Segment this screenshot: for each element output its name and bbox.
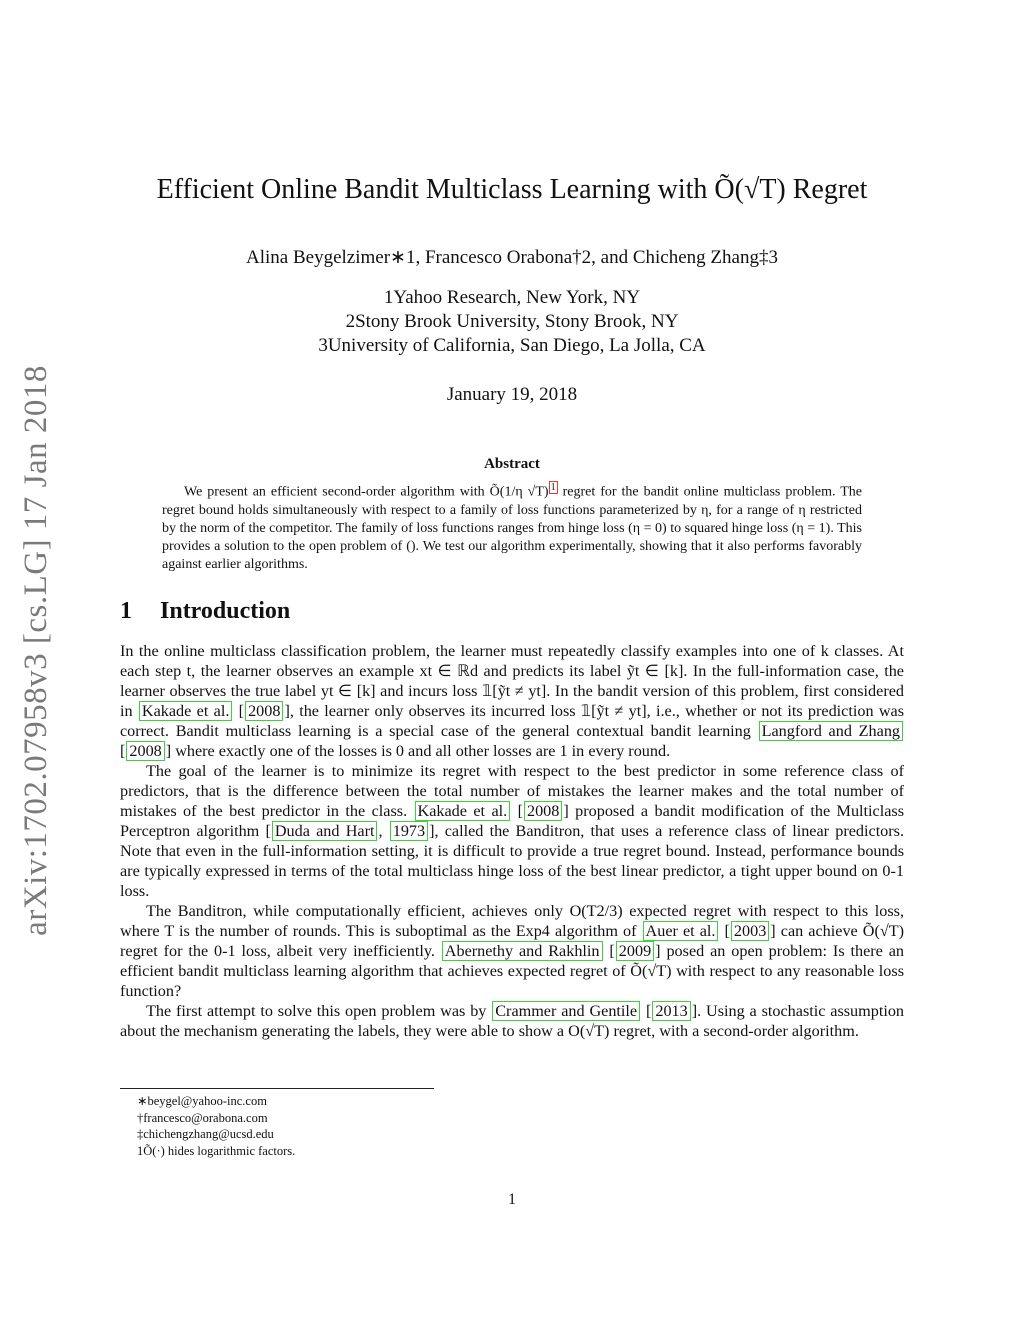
publication-date: January 19, 2018	[446, 384, 578, 405]
citation-year-link[interactable]: 2008	[126, 741, 164, 761]
citation-year-link[interactable]: 1973	[390, 821, 428, 841]
citation-year-link[interactable]: 2003	[731, 921, 769, 941]
text-run: proposed a bandit modification of the Multiclass Perceptron algorithm	[120, 802, 904, 840]
abstract-text-start: We present an efficient second-order algorithm with Õ(1/η √T)	[184, 484, 549, 500]
citation-link[interactable]: Abernethy and Rakhlin	[442, 941, 603, 961]
footnote-author-2: †francesco@orabona.com	[137, 1110, 268, 1125]
text-run: The goal of the learner is to minimize its regret with respect to the best predictor in some reference class of predictors, that is the difference between the total number of mistakes the learner makes and the total number of mistakes of the best predictor in the class.	[120, 762, 904, 820]
citation-link[interactable]: Crammer and Gentile	[492, 1001, 640, 1021]
affiliation-3: 3University of California, San Diego, La Jolla, CA	[318, 335, 706, 356]
arxiv-side-stamp	[12, 360, 60, 940]
text-run: In the online multiclass classification problem, the learner must repeatedly classify examples into one of k classes. At each step t, the learner observes an example xt ∈ ℝd and predicts its label ỹt ∈ [k]. In the full-information case, the learner observes the true label yt ∈ [k] and incurs loss 𝟙[ỹt ≠ yt]. In the bandit version of this problem, first considered in	[120, 642, 904, 720]
citation-link[interactable]: Kakade et al.	[415, 801, 511, 821]
text-run: , the learner only observes its incurred loss 𝟙[ỹt ≠ yt], i.e., whether or not its prediction was correct. Bandit multiclass learning is a special case of the general contextual bandit learning	[120, 702, 905, 740]
paragraph-2: The goal of the learner is to minimize its regret with respect to the best predictor in some reference class of predictors, that is the difference between the total number of mistakes the learner makes and the total number of mistakes of the best predictor in the class. Kakade et al. [ 2008 ] proposed a bandit modification of the Multiclass Perceptron algorithm [ Duda and Hart , 1973 ], called the Banditron, that uses a reference class of linear predictors. Note that even in the full-information setting, it is difficult to provide a true regret bound. Instead, performance bounds are typically expressed in terms of the total multiclass hinge loss of the best linear predictor, a tight upper bound on 0-1 loss.	[120, 762, 905, 900]
paragraph-1: In the online multiclass classification problem, the learner must repeatedly classify examples into one of k classes. At each step t, the learner observes an example xt ∈ ℝd and predicts its label ỹt ∈ [k]. In the full-information case, the learner observes the true label yt ∈ [k] and incurs loss 𝟙[ỹt ≠ yt]. In the bandit version of this problem, first considered in Kakade et al. [ 2008 ], the learner only observes its incurred loss 𝟙[ỹt ≠ yt], i.e., whether or not its prediction was correct. Bandit multiclass learning is a special case of the general contextual bandit learning Langford and Zhang [ 2008 ] where exactly one of the losses is 0 and all other losses are 1 in every round.	[120, 642, 905, 760]
page-number: 1	[508, 1191, 516, 1208]
section-number: 1	[120, 598, 132, 624]
citation-link[interactable]: Kakade et al.	[139, 701, 232, 721]
section-heading	[120, 598, 290, 625]
arxiv-identifier: arXiv:1702.07958v3 [cs.LG] 17 Jan 2018	[17, 364, 54, 936]
affiliations	[100, 286, 924, 358]
text-run: The first attempt to solve this open problem was by	[146, 1002, 487, 1020]
text-run: , called the Banditron, that uses a reference class of linear predictors. Note that even in the full-information setting, it is difficult to provide a true regret bound. Instead, performance bounds are typically expressed in terms of the total multiclass hinge loss of the best linear predictor, a tight upper bound on 0-1 loss.	[120, 822, 905, 900]
footnote-link-1[interactable]: 1	[550, 482, 556, 493]
author-list: Alina Beygelzimer∗1, Francesco Orabona†2, and Chicheng Zhang‡3	[246, 247, 778, 268]
footnote-author-3: ‡chichengzhang@ucsd.edu	[137, 1127, 274, 1141]
paragraph-4: The first attempt to solve this open problem was by Crammer and Gentile [ 2013 ]. Using a stochastic assumption about the mechanism generating the labels, they were able to show a O(√T) regret, with a second-order algorithm.	[120, 1002, 905, 1040]
text-run: . Using a stochastic assumption about the mechanism generating the labels, they were able to show a O(√T) regret, with a second-order algorithm.	[120, 1002, 905, 1040]
text-run: posed an open problem: Is there an efficient bandit multiclass learning algorithm that achieves expected regret of Õ(√T) with respect to any reasonable loss function?	[120, 942, 905, 1000]
citation-year-link[interactable]: 2009	[616, 941, 654, 961]
affiliation-2: 2Stony Brook University, Stony Brook, NY	[345, 311, 679, 332]
footnotes	[137, 1093, 295, 1159]
introduction-body	[120, 641, 904, 1041]
footnote-divider	[120, 1088, 434, 1089]
text-run: The Banditron, while computationally efficient, achieves only O(T2/3) expected regret with respect to this loss, where T is the number of rounds. This is suboptimal as the Exp4 algorithm of	[120, 902, 904, 940]
text-run: where exactly one of the losses is 0 and all other losses are 1 in every round.	[175, 742, 671, 760]
affiliation-1: 1Yahoo Research, New York, NY	[383, 287, 641, 308]
citation-year-link[interactable]: 2008	[245, 701, 283, 721]
citation-year-link[interactable]: 2013	[652, 1001, 690, 1021]
citation-year-link[interactable]: 2008	[524, 801, 562, 821]
footnote-1: 1Õ(·) hides logarithmic factors.	[137, 1143, 296, 1158]
citation-link[interactable]: Auer et al.	[643, 921, 719, 941]
text-run: can achieve Õ(√T) regret for the 0-1 loss, albeit very inefficiently.	[120, 922, 905, 960]
citation-link[interactable]: Duda and Hart	[272, 821, 378, 841]
paper-title: Efficient Online Bandit Multiclass Learning with Õ(√T) Regret	[156, 174, 868, 205]
footnote-author-1: ∗beygel@yahoo-inc.com	[137, 1094, 267, 1108]
paragraph-3: The Banditron, while computationally efficient, achieves only O(T2/3) expected regret with respect to this loss, where T is the number of rounds. This is suboptimal as the Exp4 algorithm of Auer et al. [ 2003 ] can achieve Õ(√T) regret for the 0-1 loss, albeit very inefficiently. Abernethy and Rakhlin [ 2009 ] posed an open problem: Is there an efficient bandit multiclass learning algorithm that achieves expected regret of Õ(√T) with respect to any reasonable loss function?	[120, 902, 905, 1000]
abstract-heading: Abstract	[484, 456, 540, 472]
abstract-body	[162, 479, 862, 574]
abstract-text-rest: regret for the bandit online multiclass problem. The regret bound holds simultaneously with respect to a family of loss functions parameterized by η, for a range of η restricted by the norm of the competitor. The family of loss functions ranges from hinge loss (η = 0) to squared hinge loss (η = 1). This provides a solution to the open problem of (). We test our algorithm experimentally, showing that it also performs favorably against earlier algorithms.	[162, 484, 863, 572]
citation-link[interactable]: Langford and Zhang	[759, 721, 903, 741]
section-title: Introduction	[160, 598, 291, 624]
